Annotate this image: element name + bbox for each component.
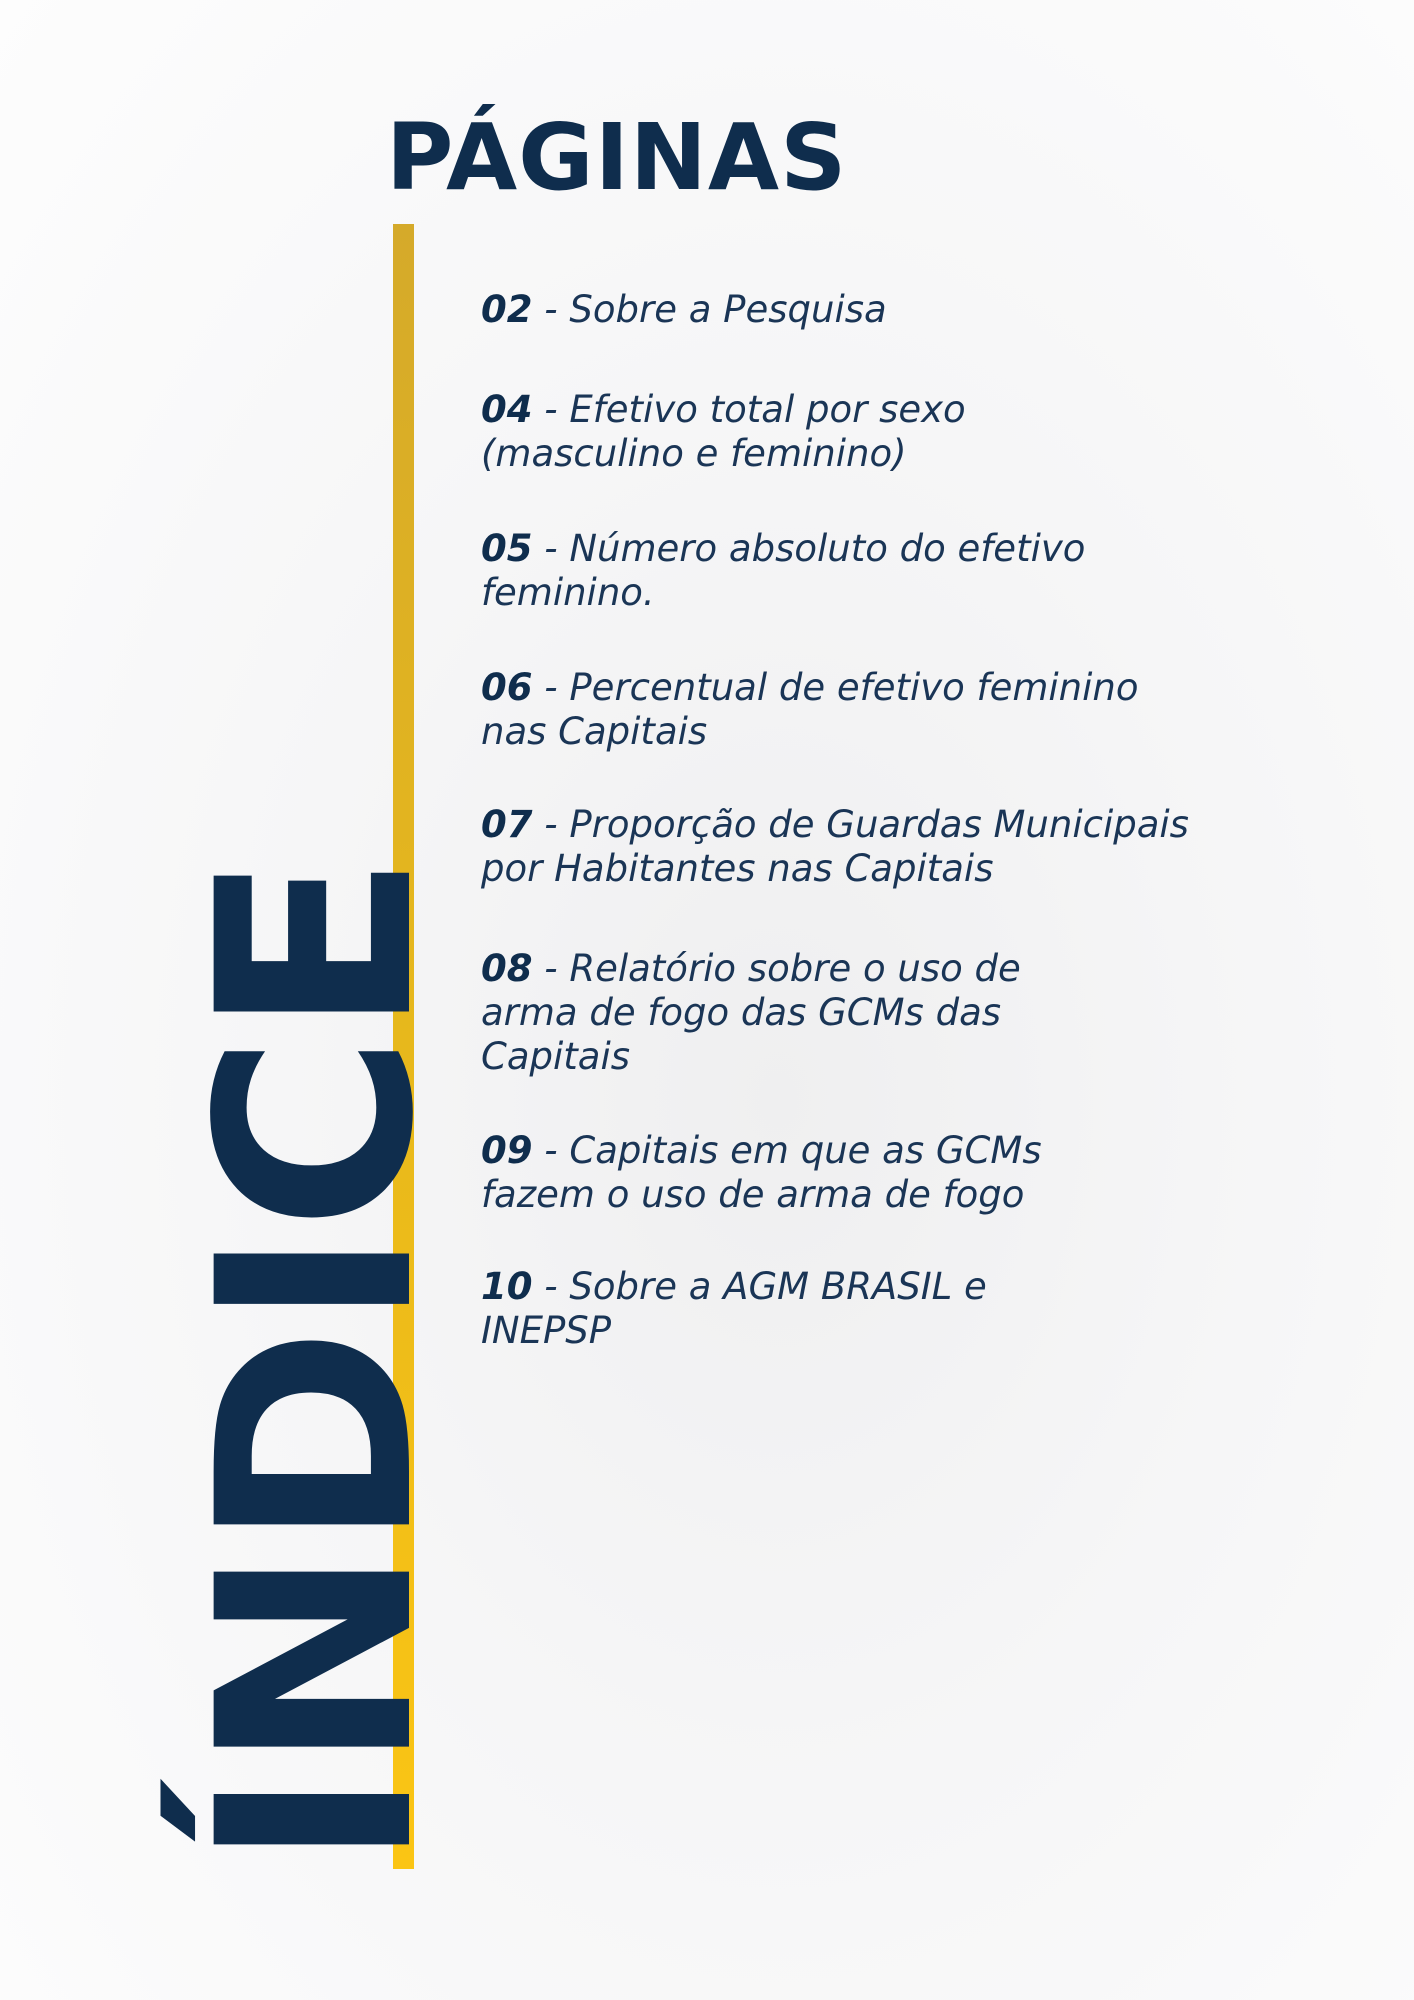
toc-entry-text: (masculino e feminino) [481,432,907,475]
toc-entry-efetivo-feminino-absoluto[interactable] [481,527,1381,615]
toc-entry-text: por Habitantes nas Capitais [481,847,994,890]
toc-separator: - [532,803,570,846]
toc-entry-text: arma de fogo das GCMs das [481,991,1002,1034]
toc-entry-text: Efetivo total por sexo [569,388,966,431]
toc-entry-capitais-arma[interactable] [481,1129,1381,1217]
toc-separator: - [532,288,570,331]
toc-entry-text: nas Capitais [481,710,708,753]
toc-entry-text: feminino. [481,571,655,614]
toc-entry-text: Número absoluto do efetivo [569,527,1086,570]
toc-entry-text: Capitais em que as GCMs [569,1129,1042,1172]
toc-separator: - [532,1265,570,1308]
toc-page-number: 02 [481,288,533,331]
toc-entry-text: fazem o uso de arma de fogo [481,1173,1025,1216]
toc-separator: - [532,1129,570,1172]
index-vertical-title: ÍNDICE [161,855,473,1869]
toc-page-number: 10 [481,1265,533,1308]
toc-page-number: 08 [481,947,533,990]
toc-entry-text: INEPSP [481,1309,612,1352]
toc-entry-relatorio-arma[interactable] [481,947,1381,1079]
toc-entry-agm-inepsp[interactable] [481,1265,1381,1353]
page-title: PÁGINAS [386,104,848,211]
toc-entry-text: Sobre a Pesquisa [569,288,887,331]
toc-entry-sobre-a-pesquisa[interactable] [481,288,1381,332]
toc-page-number: 04 [481,388,533,431]
toc-entry-text: Percentual de efetivo feminino [569,666,1139,709]
toc-page-number: 07 [481,803,533,846]
toc-entry-efetivo-por-sexo[interactable] [481,388,1381,476]
toc-page-number: 06 [481,666,533,709]
toc-separator: - [532,947,570,990]
toc-entry-percentual-feminino[interactable] [481,666,1381,754]
toc-entry-proporcao-guardas[interactable] [481,803,1381,891]
toc-page-number: 05 [481,527,533,570]
toc-separator: - [532,388,570,431]
toc-page-number: 09 [481,1129,533,1172]
toc-entry-text: Relatório sobre o uso de [569,947,1021,990]
toc-entry-text: Capitais [481,1035,631,1078]
toc-separator: - [532,666,570,709]
toc-separator: - [532,527,570,570]
toc-entry-text: Sobre a AGM BRASIL e [569,1265,987,1308]
toc-entry-text: Proporção de Guardas Municipais [569,803,1189,846]
